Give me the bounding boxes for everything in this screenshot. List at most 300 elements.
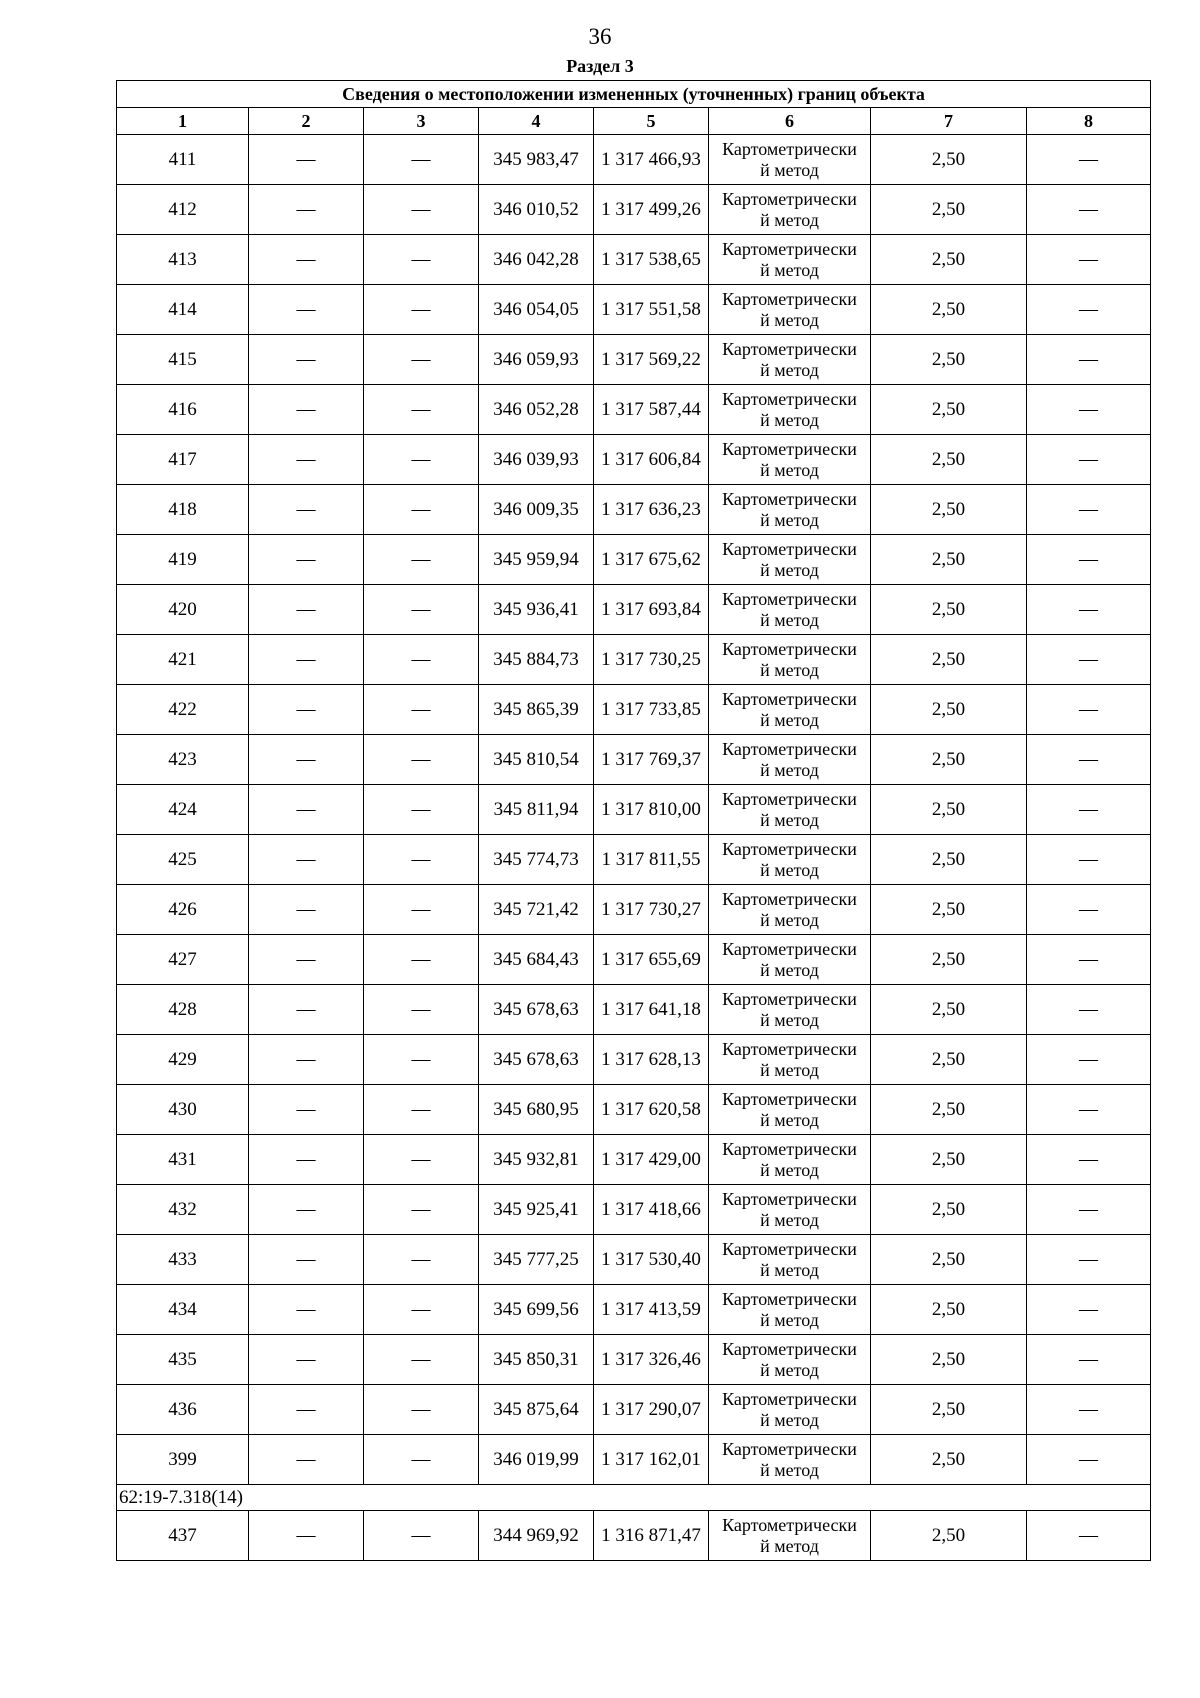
y-coordinate-cell: 1 317 418,66 xyxy=(594,1185,709,1235)
method-text-line-2: й метод xyxy=(760,959,819,980)
column-number: 8 xyxy=(1027,108,1151,135)
method-cell xyxy=(709,635,871,685)
y-coordinate-cell: 1 317 499,26 xyxy=(594,185,709,235)
point-number-cell: 418 xyxy=(117,485,249,535)
table-row xyxy=(117,635,1151,685)
y-coordinate-cell: 1 317 466,93 xyxy=(594,135,709,185)
method-text-line-2: й метод xyxy=(760,1535,819,1556)
table-row xyxy=(117,885,1151,935)
point-number-cell: 432 xyxy=(117,1185,249,1235)
x-coordinate-cell: 346 052,28 xyxy=(479,385,594,435)
point-number-cell: 428 xyxy=(117,985,249,1035)
table-row xyxy=(117,1385,1151,1435)
column-8-cell: — xyxy=(1027,1135,1151,1185)
point-number-cell: 421 xyxy=(117,635,249,685)
method-cell xyxy=(709,935,871,985)
table-row xyxy=(117,385,1151,435)
method-text-line-2: й метод xyxy=(760,1309,819,1330)
column-8-cell: — xyxy=(1027,735,1151,785)
table-row xyxy=(117,785,1151,835)
method-cell xyxy=(709,1335,871,1385)
column-2-cell: — xyxy=(249,1035,364,1085)
method-cell xyxy=(709,985,871,1035)
column-8-cell: — xyxy=(1027,1335,1151,1385)
column-2-cell: — xyxy=(249,835,364,885)
table-row xyxy=(117,835,1151,885)
method-text-line-2: й метод xyxy=(760,459,819,480)
method-cell xyxy=(709,435,871,485)
accuracy-cell: 2,50 xyxy=(871,1285,1027,1335)
method-text-line-1: Картометрически xyxy=(722,1288,857,1309)
method-text-line-1: Картометрически xyxy=(722,1338,857,1359)
accuracy-cell: 2,50 xyxy=(871,885,1027,935)
point-number-cell: 436 xyxy=(117,1385,249,1435)
column-2-cell: — xyxy=(249,935,364,985)
column-2-cell: — xyxy=(249,1185,364,1235)
column-3-cell: — xyxy=(364,1235,479,1285)
x-coordinate-cell: 345 678,63 xyxy=(479,985,594,1035)
column-3-cell: — xyxy=(364,885,479,935)
column-3-cell: — xyxy=(364,785,479,835)
x-coordinate-cell: 346 019,99 xyxy=(479,1435,594,1485)
method-text-line-1: Картометрически xyxy=(722,1088,857,1109)
x-coordinate-cell: 345 810,54 xyxy=(479,735,594,785)
table-row xyxy=(117,1135,1151,1185)
accuracy-cell: 2,50 xyxy=(871,785,1027,835)
method-text-line-1: Картометрически xyxy=(722,988,857,1009)
method-text-line-2: й метод xyxy=(760,309,819,330)
x-coordinate-cell: 345 774,73 xyxy=(479,835,594,885)
accuracy-cell: 2,50 xyxy=(871,535,1027,585)
column-3-cell: — xyxy=(364,335,479,385)
accuracy-cell: 2,50 xyxy=(871,235,1027,285)
column-8-cell: — xyxy=(1027,1085,1151,1135)
method-text-line-1: Картометрически xyxy=(722,538,857,559)
method-text-line-2: й метод xyxy=(760,1209,819,1230)
point-number-cell: 416 xyxy=(117,385,249,435)
column-3-cell: — xyxy=(364,835,479,885)
table-row xyxy=(117,285,1151,335)
x-coordinate-cell: 345 932,81 xyxy=(479,1135,594,1185)
method-cell xyxy=(709,835,871,885)
accuracy-cell: 2,50 xyxy=(871,1385,1027,1435)
column-number: 2 xyxy=(249,108,364,135)
accuracy-cell: 2,50 xyxy=(871,1085,1027,1135)
method-text-line-2: й метод xyxy=(760,909,819,930)
y-coordinate-cell: 1 317 326,46 xyxy=(594,1335,709,1385)
method-text-line-1: Картометрически xyxy=(722,1238,857,1259)
x-coordinate-cell: 346 009,35 xyxy=(479,485,594,535)
column-8-cell: — xyxy=(1027,585,1151,635)
method-cell xyxy=(709,1085,871,1135)
cadastral-number-label: 62:19-7.318(14) xyxy=(117,1485,1151,1511)
method-text-line-1: Картометрически xyxy=(722,388,857,409)
point-number-cell: 412 xyxy=(117,185,249,235)
y-coordinate-cell: 1 317 675,62 xyxy=(594,535,709,585)
method-text-line-1: Картометрически xyxy=(722,138,857,159)
column-2-cell: — xyxy=(249,1135,364,1185)
method-text-line-2: й метод xyxy=(760,359,819,380)
column-number: 4 xyxy=(479,108,594,135)
table-row xyxy=(117,235,1151,285)
method-text-line-1: Картометрически xyxy=(722,888,857,909)
point-number-cell: 424 xyxy=(117,785,249,835)
accuracy-cell: 2,50 xyxy=(871,685,1027,735)
column-3-cell: — xyxy=(364,535,479,585)
table-row xyxy=(117,1511,1151,1561)
point-number-cell: 430 xyxy=(117,1085,249,1135)
y-coordinate-cell: 1 317 413,59 xyxy=(594,1285,709,1335)
column-3-cell: — xyxy=(364,1511,479,1561)
x-coordinate-cell: 345 678,63 xyxy=(479,1035,594,1085)
column-8-cell: — xyxy=(1027,1385,1151,1435)
column-2-cell: — xyxy=(249,335,364,385)
point-number-cell: 427 xyxy=(117,935,249,985)
method-cell xyxy=(709,1285,871,1335)
y-coordinate-cell: 1 317 162,01 xyxy=(594,1435,709,1485)
x-coordinate-cell: 346 039,93 xyxy=(479,435,594,485)
accuracy-cell: 2,50 xyxy=(871,385,1027,435)
point-number-cell: 413 xyxy=(117,235,249,285)
column-3-cell: — xyxy=(364,1085,479,1135)
y-coordinate-cell: 1 317 641,18 xyxy=(594,985,709,1035)
y-coordinate-cell: 1 317 628,13 xyxy=(594,1035,709,1085)
method-text-line-2: й метод xyxy=(760,1059,819,1080)
column-8-cell: — xyxy=(1027,185,1151,235)
section-title: Раздел 3 xyxy=(566,56,634,76)
method-text-line-1: Картометрически xyxy=(722,788,857,809)
point-number-cell: 423 xyxy=(117,735,249,785)
point-number-cell: 411 xyxy=(117,135,249,185)
column-8-cell: — xyxy=(1027,135,1151,185)
method-text-line-2: й метод xyxy=(760,1009,819,1030)
group-label-row xyxy=(117,1485,1151,1511)
column-3-cell: — xyxy=(364,385,479,435)
column-2-cell: — xyxy=(249,635,364,685)
accuracy-cell: 2,50 xyxy=(871,335,1027,385)
method-text-line-1: Картометрически xyxy=(722,1038,857,1059)
x-coordinate-cell: 345 721,42 xyxy=(479,885,594,935)
method-cell xyxy=(709,235,871,285)
method-text-line-1: Картометрически xyxy=(722,638,857,659)
method-text-line-2: й метод xyxy=(760,509,819,530)
x-coordinate-cell: 345 699,56 xyxy=(479,1285,594,1335)
y-coordinate-cell: 1 317 551,58 xyxy=(594,285,709,335)
point-number-cell: 429 xyxy=(117,1035,249,1085)
point-number-cell: 435 xyxy=(117,1335,249,1385)
accuracy-cell: 2,50 xyxy=(871,185,1027,235)
column-2-cell: — xyxy=(249,185,364,235)
method-cell xyxy=(709,385,871,435)
table-caption: Сведения о местоположении измененных (уточненных) границ объекта xyxy=(117,81,1151,108)
method-text-line-1: Картометрически xyxy=(722,688,857,709)
accuracy-cell: 2,50 xyxy=(871,585,1027,635)
point-number-cell: 414 xyxy=(117,285,249,335)
x-coordinate-cell: 345 850,31 xyxy=(479,1335,594,1385)
method-text-line-1: Картометрически xyxy=(722,288,857,309)
method-text-line-2: й метод xyxy=(760,759,819,780)
y-coordinate-cell: 1 317 538,65 xyxy=(594,235,709,285)
column-2-cell: — xyxy=(249,235,364,285)
column-3-cell: — xyxy=(364,585,479,635)
y-coordinate-cell: 1 317 811,55 xyxy=(594,835,709,885)
y-coordinate-cell: 1 317 730,25 xyxy=(594,635,709,685)
column-2-cell: — xyxy=(249,685,364,735)
y-coordinate-cell: 1 317 810,00 xyxy=(594,785,709,835)
table-row xyxy=(117,535,1151,585)
column-number: 5 xyxy=(594,108,709,135)
point-number-cell: 399 xyxy=(117,1435,249,1485)
accuracy-cell: 2,50 xyxy=(871,135,1027,185)
column-number: 1 xyxy=(117,108,249,135)
y-coordinate-cell: 1 317 587,44 xyxy=(594,385,709,435)
page-number: 36 xyxy=(588,24,612,49)
table-row xyxy=(117,1285,1151,1335)
y-coordinate-cell: 1 317 290,07 xyxy=(594,1385,709,1435)
method-text-line-2: й метод xyxy=(760,1459,819,1480)
method-cell xyxy=(709,335,871,385)
accuracy-cell: 2,50 xyxy=(871,635,1027,685)
accuracy-cell: 2,50 xyxy=(871,1435,1027,1485)
column-3-cell: — xyxy=(364,285,479,335)
method-text-line-1: Картометрически xyxy=(722,738,857,759)
column-8-cell: — xyxy=(1027,535,1151,585)
column-3-cell: — xyxy=(364,735,479,785)
x-coordinate-cell: 345 680,95 xyxy=(479,1085,594,1135)
y-coordinate-cell: 1 317 693,84 xyxy=(594,585,709,635)
table-row xyxy=(117,985,1151,1035)
table-row xyxy=(117,585,1151,635)
column-8-cell: — xyxy=(1027,885,1151,935)
method-cell xyxy=(709,285,871,335)
column-3-cell: — xyxy=(364,685,479,735)
column-8-cell: — xyxy=(1027,285,1151,335)
x-coordinate-cell: 346 059,93 xyxy=(479,335,594,385)
column-2-cell: — xyxy=(249,1385,364,1435)
method-text-line-1: Картометрически xyxy=(722,1188,857,1209)
column-8-cell: — xyxy=(1027,1285,1151,1335)
column-2-cell: — xyxy=(249,1435,364,1485)
column-8-cell: — xyxy=(1027,1511,1151,1561)
column-3-cell: — xyxy=(364,1135,479,1185)
method-text-line-1: Картометрически xyxy=(722,488,857,509)
x-coordinate-cell: 345 983,47 xyxy=(479,135,594,185)
x-coordinate-cell: 346 054,05 xyxy=(479,285,594,335)
point-number-cell: 431 xyxy=(117,1135,249,1185)
method-cell xyxy=(709,485,871,535)
column-8-cell: — xyxy=(1027,835,1151,885)
y-coordinate-cell: 1 317 636,23 xyxy=(594,485,709,535)
method-cell xyxy=(709,1135,871,1185)
accuracy-cell: 2,50 xyxy=(871,1511,1027,1561)
table-row xyxy=(117,335,1151,385)
method-text-line-2: й метод xyxy=(760,859,819,880)
point-number-cell: 426 xyxy=(117,885,249,935)
method-text-line-1: Картометрически xyxy=(722,838,857,859)
table-row xyxy=(117,935,1151,985)
column-number: 7 xyxy=(871,108,1027,135)
x-coordinate-cell: 346 010,52 xyxy=(479,185,594,235)
accuracy-cell: 2,50 xyxy=(871,485,1027,535)
method-cell xyxy=(709,785,871,835)
table-row xyxy=(117,1085,1151,1135)
y-coordinate-cell: 1 316 871,47 xyxy=(594,1511,709,1561)
accuracy-cell: 2,50 xyxy=(871,1135,1027,1185)
boundary-coordinates-table xyxy=(116,80,1151,1561)
column-number: 3 xyxy=(364,108,479,135)
method-cell xyxy=(709,1235,871,1285)
column-3-cell: — xyxy=(364,135,479,185)
column-3-cell: — xyxy=(364,485,479,535)
method-text-line-1: Картометрически xyxy=(722,188,857,209)
method-text-line-2: й метод xyxy=(760,1409,819,1430)
method-text-line-2: й метод xyxy=(760,159,819,180)
column-2-cell: — xyxy=(249,585,364,635)
method-text-line-1: Картометрически xyxy=(722,1438,857,1459)
method-cell xyxy=(709,685,871,735)
accuracy-cell: 2,50 xyxy=(871,435,1027,485)
accuracy-cell: 2,50 xyxy=(871,935,1027,985)
method-text-line-2: й метод xyxy=(760,809,819,830)
column-2-cell: — xyxy=(249,1285,364,1335)
column-2-cell: — xyxy=(249,435,364,485)
point-number-cell: 417 xyxy=(117,435,249,485)
table-row xyxy=(117,1235,1151,1285)
method-text-line-2: й метод xyxy=(760,709,819,730)
column-3-cell: — xyxy=(364,635,479,685)
column-8-cell: — xyxy=(1027,385,1151,435)
column-2-cell: — xyxy=(249,885,364,935)
point-number-cell: 425 xyxy=(117,835,249,885)
x-coordinate-cell: 345 936,41 xyxy=(479,585,594,635)
accuracy-cell: 2,50 xyxy=(871,1035,1027,1085)
method-text-line-1: Картометрически xyxy=(722,338,857,359)
column-3-cell: — xyxy=(364,1335,479,1385)
accuracy-cell: 2,50 xyxy=(871,1235,1027,1285)
y-coordinate-cell: 1 317 655,69 xyxy=(594,935,709,985)
x-coordinate-cell: 345 777,25 xyxy=(479,1235,594,1285)
method-text-line-2: й метод xyxy=(760,1109,819,1130)
table-row xyxy=(117,1435,1151,1485)
table-row xyxy=(117,735,1151,785)
x-coordinate-cell: 345 865,39 xyxy=(479,685,594,735)
table-row xyxy=(117,485,1151,535)
x-coordinate-cell: 345 684,43 xyxy=(479,935,594,985)
method-cell xyxy=(709,1435,871,1485)
column-2-cell: — xyxy=(249,385,364,435)
accuracy-cell: 2,50 xyxy=(871,985,1027,1035)
method-cell xyxy=(709,1035,871,1085)
method-text-line-1: Картометрически xyxy=(722,938,857,959)
table-body xyxy=(117,135,1151,1485)
table-row xyxy=(117,435,1151,485)
point-number-cell: 415 xyxy=(117,335,249,385)
method-text-line-2: й метод xyxy=(760,559,819,580)
column-3-cell: — xyxy=(364,185,479,235)
table-row xyxy=(117,1335,1151,1385)
column-8-cell: — xyxy=(1027,435,1151,485)
method-text-line-1: Картометрически xyxy=(722,588,857,609)
method-text-line-2: й метод xyxy=(760,609,819,630)
column-8-cell: — xyxy=(1027,335,1151,385)
table-row xyxy=(117,185,1151,235)
column-8-cell: — xyxy=(1027,1435,1151,1485)
method-cell xyxy=(709,535,871,585)
method-cell xyxy=(709,735,871,785)
method-text-line-2: й метод xyxy=(760,209,819,230)
method-text-line-1: Картометрически xyxy=(722,1514,857,1535)
column-8-cell: — xyxy=(1027,935,1151,985)
column-8-cell: — xyxy=(1027,1235,1151,1285)
point-number-cell: 420 xyxy=(117,585,249,635)
column-3-cell: — xyxy=(364,1385,479,1435)
column-8-cell: — xyxy=(1027,685,1151,735)
column-8-cell: — xyxy=(1027,1185,1151,1235)
table-row xyxy=(117,135,1151,185)
table-row xyxy=(117,1035,1151,1085)
column-2-cell: — xyxy=(249,1235,364,1285)
point-number-cell: 433 xyxy=(117,1235,249,1285)
method-text-line-2: й метод xyxy=(760,1259,819,1280)
accuracy-cell: 2,50 xyxy=(871,1185,1027,1235)
accuracy-cell: 2,50 xyxy=(871,1335,1027,1385)
table-row xyxy=(117,685,1151,735)
accuracy-cell: 2,50 xyxy=(871,735,1027,785)
x-coordinate-cell: 345 959,94 xyxy=(479,535,594,585)
column-3-cell: — xyxy=(364,935,479,985)
column-3-cell: — xyxy=(364,1185,479,1235)
y-coordinate-cell: 1 317 606,84 xyxy=(594,435,709,485)
y-coordinate-cell: 1 317 733,85 xyxy=(594,685,709,735)
y-coordinate-cell: 1 317 769,37 xyxy=(594,735,709,785)
column-3-cell: — xyxy=(364,435,479,485)
column-3-cell: — xyxy=(364,1035,479,1085)
method-text-line-2: й метод xyxy=(760,1359,819,1380)
column-2-cell: — xyxy=(249,285,364,335)
column-number: 6 xyxy=(709,108,871,135)
column-3-cell: — xyxy=(364,1435,479,1485)
column-2-cell: — xyxy=(249,785,364,835)
method-text-line-1: Картометрически xyxy=(722,438,857,459)
column-2-cell: — xyxy=(249,1511,364,1561)
method-cell xyxy=(709,1385,871,1435)
method-text-line-1: Картометрически xyxy=(722,1388,857,1409)
x-coordinate-cell: 345 884,73 xyxy=(479,635,594,685)
method-text-line-1: Картометрически xyxy=(722,1138,857,1159)
method-cell xyxy=(709,185,871,235)
y-coordinate-cell: 1 317 429,00 xyxy=(594,1135,709,1185)
column-8-cell: — xyxy=(1027,785,1151,835)
column-2-cell: — xyxy=(249,485,364,535)
column-8-cell: — xyxy=(1027,1035,1151,1085)
table-row xyxy=(117,1185,1151,1235)
column-number-row xyxy=(117,108,1151,135)
column-3-cell: — xyxy=(364,985,479,1035)
column-8-cell: — xyxy=(1027,235,1151,285)
column-2-cell: — xyxy=(249,735,364,785)
column-3-cell: — xyxy=(364,235,479,285)
method-text-line-2: й метод xyxy=(760,259,819,280)
column-2-cell: — xyxy=(249,985,364,1035)
x-coordinate-cell: 344 969,92 xyxy=(479,1511,594,1561)
y-coordinate-cell: 1 317 730,27 xyxy=(594,885,709,935)
method-cell xyxy=(709,885,871,935)
method-text-line-2: й метод xyxy=(760,1159,819,1180)
accuracy-cell: 2,50 xyxy=(871,285,1027,335)
method-text-line-2: й метод xyxy=(760,409,819,430)
column-3-cell: — xyxy=(364,1285,479,1335)
y-coordinate-cell: 1 317 620,58 xyxy=(594,1085,709,1135)
